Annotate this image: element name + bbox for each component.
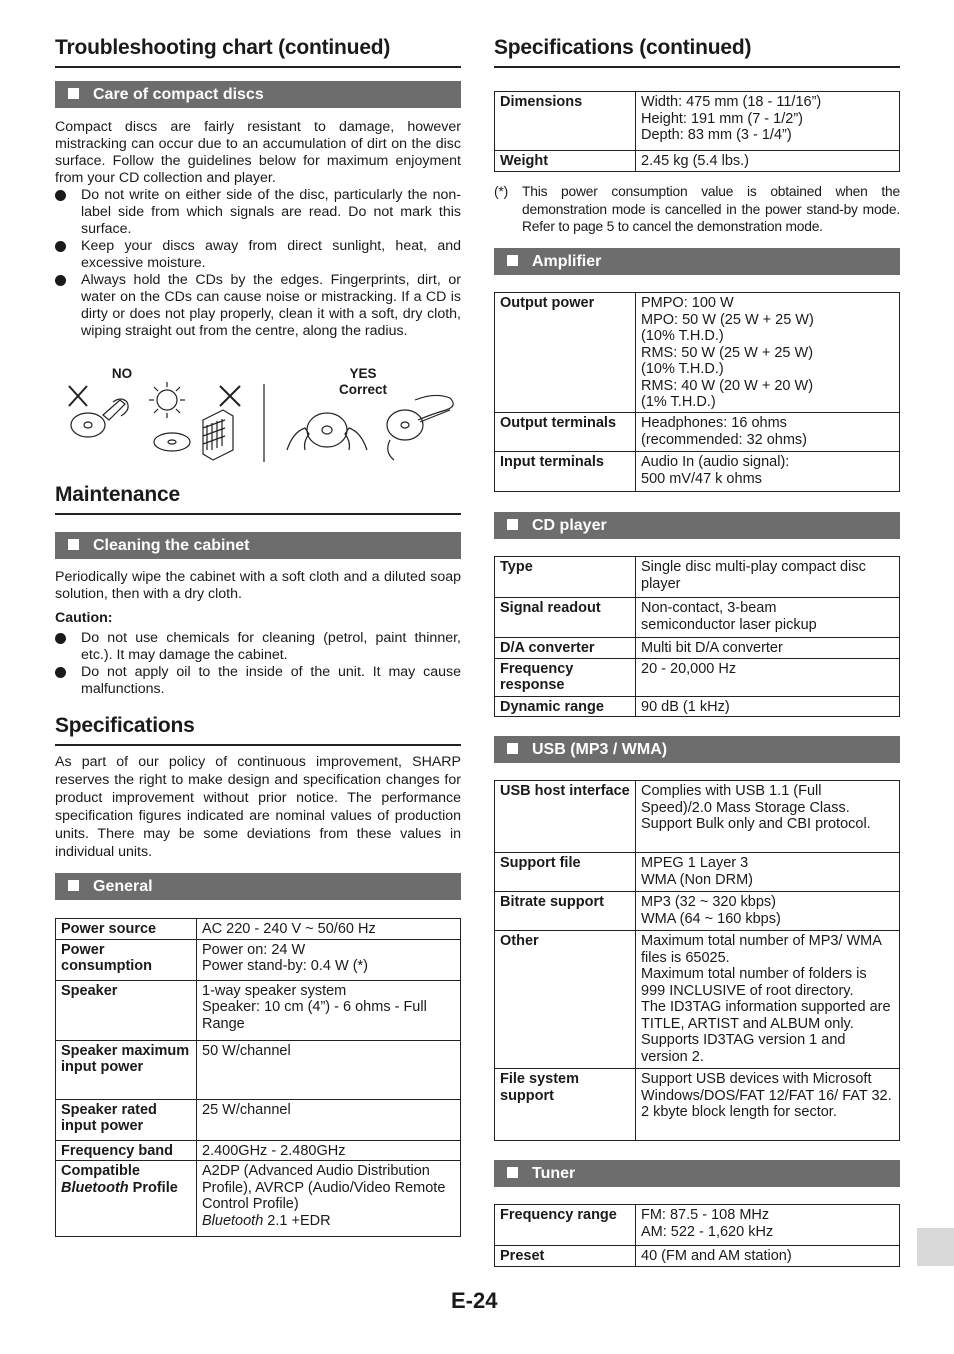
spec-key: Weight xyxy=(495,151,636,172)
square-bullet-icon xyxy=(68,880,79,891)
spec-value-line: 2.1 +EDR xyxy=(263,1212,331,1229)
cd-player-spec-table xyxy=(494,556,900,717)
dimensions-table xyxy=(494,91,900,172)
spec-value-line: A2DP (Advanced Audio Distribution Profile), AVRCP (Audio/Video Remote Control Profile) xyxy=(202,1163,446,1212)
general-spec-table xyxy=(55,918,461,1237)
specifications-continued-heading: Specifications (continued) xyxy=(494,36,900,68)
spec-value: 40 (FM and AM station) xyxy=(636,1246,900,1267)
spec-value: Multi bit D/A converter xyxy=(636,638,900,659)
caution-bullet-text: Do not use chemicals for cleaning (petrol, paint thinner, etc.). It may damage the cabinet. xyxy=(81,630,461,663)
amplifier-spec-table xyxy=(494,292,900,492)
table-row xyxy=(56,1099,461,1140)
table-row xyxy=(56,1161,461,1237)
spec-key: Speaker xyxy=(56,980,197,1040)
general-section-label: General xyxy=(93,878,153,895)
spec-value: Single disc multi-play compact disc player xyxy=(636,557,900,598)
table-row xyxy=(495,598,900,638)
spec-value-italic: Bluetooth xyxy=(202,1212,264,1229)
figure-yes-label: YES xyxy=(349,366,377,381)
spec-value: Width: 475 mm (18 - 11/16”) Height: 191 mm (7 - 1/2”) Depth: 83 mm (3 - 1/4”) xyxy=(636,92,900,151)
spec-key: Dynamic range xyxy=(495,696,636,717)
maintenance-heading: Maintenance xyxy=(55,483,461,515)
spec-key: USB host interface xyxy=(495,781,636,853)
table-row xyxy=(495,293,900,413)
bullet-dot-icon xyxy=(55,275,66,286)
spec-value: AC 220 - 240 V ~ 50/60 Hz xyxy=(197,919,461,940)
hands-holding-disc-icon xyxy=(287,413,367,450)
table-row xyxy=(495,557,900,598)
figure-no-label: NO xyxy=(111,366,133,381)
disc-handling-illustration xyxy=(65,380,465,465)
spec-key: Bitrate support xyxy=(495,892,636,931)
spec-value: 25 W/channel xyxy=(197,1099,461,1140)
spec-value: Complies with USB 1.1 (Full Speed)/2.0 Mass Storage Class. Support Bulk only and CBI protocol. xyxy=(636,781,900,853)
spec-value: FM: 87.5 - 108 MHz AM: 522 - 1,620 kHz xyxy=(636,1205,900,1246)
square-bullet-icon xyxy=(68,539,79,550)
table-row xyxy=(495,452,900,492)
care-section-bar xyxy=(55,81,461,108)
note-text: This power consumption value is obtained when the demonstration mode is cancelled in the power stand-by mode. Refer to page 5 to cancel the demonstration mode. xyxy=(522,184,900,234)
usb-section-label: USB (MP3 / WMA) xyxy=(532,741,668,758)
spec-key: Other xyxy=(495,931,636,1069)
table-row xyxy=(495,151,900,172)
table-row xyxy=(56,1140,461,1161)
spec-key-line: Compatible xyxy=(61,1163,140,1179)
table-row xyxy=(495,696,900,717)
spec-key: Power consumption xyxy=(56,939,197,980)
square-bullet-icon xyxy=(507,255,518,266)
spec-value: Headphones: 16 ohms (recommended: 32 ohms) xyxy=(636,413,900,452)
table-row xyxy=(56,919,461,940)
square-bullet-icon xyxy=(507,519,518,530)
amplifier-section-label: Amplifier xyxy=(532,253,602,270)
tuner-section-bar xyxy=(494,1160,900,1187)
wrong-x-icon xyxy=(220,386,240,406)
bullet-dot-icon xyxy=(55,190,66,201)
figure-correct-label: Correct xyxy=(338,382,387,397)
table-row xyxy=(495,658,900,696)
spec-key: Speaker maximum input power xyxy=(56,1040,197,1099)
table-row xyxy=(495,92,900,151)
care-intro-text: Compact discs are fairly resistant to damage, however mistracking can occur due to an accumulation of dirt on the disc surface. Follow the guidelines below for maximum enjoyment from your CD collection and player. xyxy=(55,119,461,186)
tuner-spec-table xyxy=(494,1204,900,1267)
square-bullet-icon xyxy=(68,88,79,99)
usb-section-bar xyxy=(494,736,900,763)
spec-value: MP3 (32 ~ 320 kbps) WMA (64 ~ 160 kbps) xyxy=(636,892,900,931)
wrong-x-icon xyxy=(69,386,87,406)
spec-value: MPEG 1 Layer 3 WMA (Non DRM) xyxy=(636,853,900,892)
usb-spec-table xyxy=(494,780,900,1141)
bullet-dot-icon xyxy=(55,241,66,252)
spec-key: Support file xyxy=(495,853,636,892)
square-bullet-icon xyxy=(507,743,518,754)
amplifier-section-bar xyxy=(494,248,900,275)
spec-value xyxy=(197,1161,461,1237)
care-bullet-text: Keep your discs away from direct sunlight, heat, and excessive moisture. xyxy=(81,238,461,271)
spec-value: Non-contact, 3-beam semiconductor laser pickup xyxy=(636,598,900,638)
spec-key: Frequency band xyxy=(56,1140,197,1161)
caution-bullet xyxy=(55,664,461,698)
cd-player-section-label: CD player xyxy=(532,517,607,534)
spec-value: Maximum total number of MP3/ WMA files is 65025. Maximum total number of folders is 999 INCLUSIVE of root directory. The ID3TAG information supported are TITLE, ARTIST and ALBUM only. Supports ID3TAG version 1 and version 2. xyxy=(636,931,900,1069)
care-bullet xyxy=(55,187,461,238)
cabinet-section-label: Cleaning the cabinet xyxy=(93,537,250,554)
spec-key: Signal readout xyxy=(495,598,636,638)
caution-bullet-text: Do not apply oil to the inside of the unit. It may cause malfunctions. xyxy=(81,664,461,697)
disc-on-heater-icon xyxy=(154,410,233,460)
note-marker: (*) xyxy=(494,184,508,199)
cabinet-text: Periodically wipe the cabinet with a soft cloth and a diluted soap solution, then with a dry cloth. xyxy=(55,569,461,602)
spec-key: Preset xyxy=(495,1246,636,1267)
spec-key: Input terminals xyxy=(495,452,636,492)
specifications-heading: Specifications xyxy=(55,714,461,746)
table-row xyxy=(495,892,900,931)
table-row xyxy=(495,638,900,659)
tuner-section-label: Tuner xyxy=(532,1165,576,1182)
care-bullet xyxy=(55,272,461,340)
table-row xyxy=(56,1040,461,1099)
spec-value: 50 W/channel xyxy=(197,1040,461,1099)
care-section-label: Care of compact discs xyxy=(93,86,264,103)
bullet-dot-icon xyxy=(55,667,66,678)
spec-value: 20 - 20,000 Hz xyxy=(636,658,900,696)
table-row xyxy=(495,853,900,892)
table-row xyxy=(495,781,900,853)
spec-value: Audio In (audio signal): 500 mV/47 k ohms xyxy=(636,452,900,492)
square-bullet-icon xyxy=(507,1167,518,1178)
spec-key: Frequency response xyxy=(495,658,636,696)
table-row xyxy=(56,939,461,980)
specifications-text: As part of our policy of continuous improvement, SHARP reserves the right to make design and specification changes for product improvement without prior notice. The performance specification figures indicated are nominal values of production units. There may be some deviations from these values in individual units. xyxy=(55,754,461,860)
cd-player-section-bar xyxy=(494,512,900,539)
care-bullet xyxy=(55,238,461,272)
spec-value: Support USB devices with Microsoft Windows/DOS/FAT 12/FAT 16/ FAT 32. 2 kbyte block length for sector. xyxy=(636,1069,900,1141)
spec-key: Output power xyxy=(495,293,636,413)
spec-value: 2.45 kg (5.4 lbs.) xyxy=(636,151,900,172)
caution-label: Caution: xyxy=(55,610,113,626)
power-consumption-note xyxy=(494,183,900,236)
care-bullet-text: Do not write on either side of the disc, particularly the non-label side from which signals are read. Do not mark this surface. xyxy=(81,187,461,237)
spec-value: 1-way speaker system Speaker: 10 cm (4”) - 6 ohms - Full Range xyxy=(197,980,461,1040)
spec-key: D/A converter xyxy=(495,638,636,659)
disc-writing-icon xyxy=(71,399,128,437)
spec-key-line: Profile xyxy=(128,1179,178,1196)
table-row xyxy=(495,1069,900,1141)
spec-key: Power source xyxy=(56,919,197,940)
page-edge-tab xyxy=(917,1228,954,1266)
spec-key: Frequency range xyxy=(495,1205,636,1246)
spec-key: Speaker rated input power xyxy=(56,1099,197,1140)
spec-value: PMPO: 100 W MPO: 50 W (25 W + 25 W) (10% T.H.D.) RMS: 50 W (25 W + 25 W) (10% T.H.D.) RMS: 40 W (20 W + 20 W) (1% T.H.D.) xyxy=(636,293,900,413)
spec-key: Dimensions xyxy=(495,92,636,151)
cabinet-section-bar xyxy=(55,532,461,559)
spec-key xyxy=(56,1161,197,1237)
table-row xyxy=(495,1205,900,1246)
bullet-dot-icon xyxy=(55,633,66,644)
general-section-bar xyxy=(55,873,461,900)
spec-key: Type xyxy=(495,557,636,598)
table-row xyxy=(56,980,461,1040)
table-row xyxy=(495,931,900,1069)
spec-key: Output terminals xyxy=(495,413,636,452)
wiping-disc-icon xyxy=(387,395,453,460)
spec-key-italic: Bluetooth xyxy=(61,1179,129,1196)
page-number: E-24 xyxy=(451,1288,498,1313)
spec-value: Power on: 24 W Power stand-by: 0.4 W (*) xyxy=(197,939,461,980)
sun-icon xyxy=(149,382,185,418)
caution-bullet xyxy=(55,630,461,664)
troubleshooting-heading: Troubleshooting chart (continued) xyxy=(55,36,461,68)
spec-key: File system support xyxy=(495,1069,636,1141)
spec-value: 2.400GHz - 2.480GHz xyxy=(197,1140,461,1161)
spec-value: 90 dB (1 kHz) xyxy=(636,696,900,717)
table-row xyxy=(495,1246,900,1267)
table-row xyxy=(495,413,900,452)
care-bullet-text: Always hold the CDs by the edges. Fingerprints, dirt, or water on the CDs can cause noise or mistracking. If a CD is dirty or does not play properly, clean it with a soft, dry cloth, wiping straight out from the centre, along the radius. xyxy=(81,272,461,339)
